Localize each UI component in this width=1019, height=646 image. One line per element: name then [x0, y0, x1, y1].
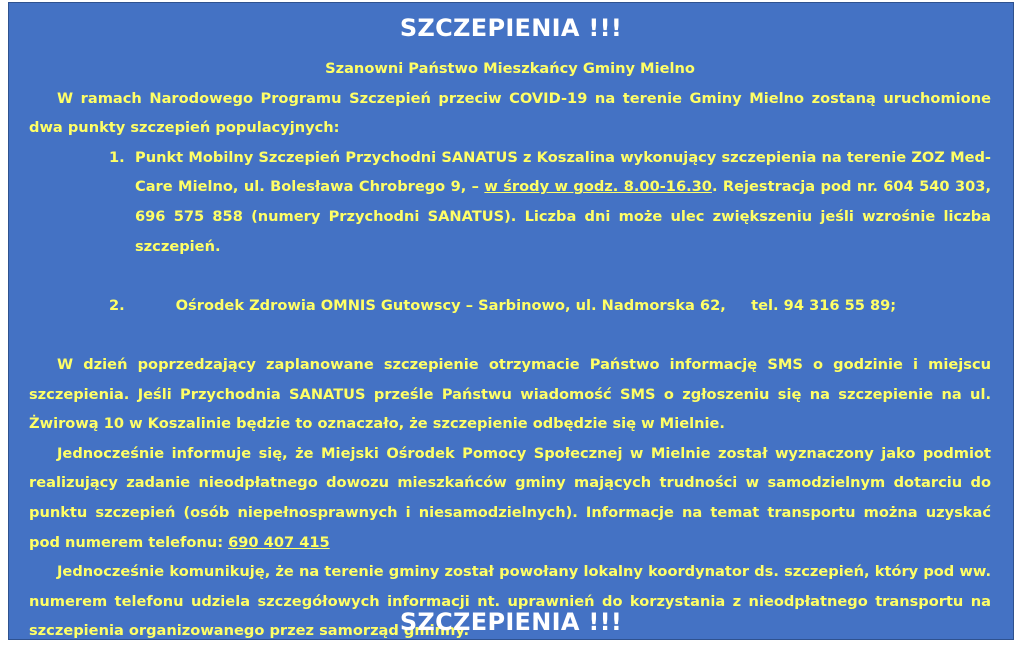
point-1-hours: w środy w godz. 8.00-16.30 [484, 178, 712, 196]
list-number: 1. [109, 148, 125, 166]
point-1-text: Punkt Mobilny Szczepień Przychodni SANATUS z Koszalina wykonujący szczepienia na terenie ZOZ Med-Care Mielno, ul. Bolesława Chrobrego 9, – [135, 148, 991, 196]
intro-paragraph: W ramach Narodowego Programu Szczepień przeciw COVID-19 na terenie Gminy Mielno zostaną uruchomione dwa punkty szczepień populacyjnych: [29, 89, 991, 137]
transport-paragraph [29, 439, 991, 557]
headline-top: SZCZEPIENIA !!! [399, 14, 623, 42]
point-2-text: Ośrodek Zdrowia OMNIS Gutowscy – Sarbinowo, ul. Nadmorska 62, tel. 94 316 55 89; [175, 296, 897, 314]
greeting: Szanowni Państwo Mieszkańcy Gminy Mielno [325, 60, 695, 77]
transport-phone-link[interactable]: 690 407 415 [228, 533, 330, 551]
sms-paragraph: W dzień poprzedzający zaplanowane szczepienie otrzymacie Państwo informację SMS o godzinie i miejscu szczepienia. Jeśli Przychodnia SANATUS prześle Państwu wiadomość SMS o zgłoszeniu się na szczepienie na ul. Żwirową 10 w Koszalinie będzie to oznaczało, że szczepienie odbędzie się w Mielnie. [29, 355, 991, 433]
point-1-text-end: . Rejestracja pod nr. 604 540 303, 696 575 858 (numery Przychodni SANATUS). Liczba dni może ulec zwiększeniu jeśli wzrośnie liczba szczepień. [135, 178, 991, 255]
coordinator-paragraph: Jednocześnie komunikuję, że na terenie gminy został powołany lokalny koordynator ds. szczepień, który pod ww. numerem telefonu udziela szczegółowych informacji nt. uprawnień do korzystania z nieodpłatnego transportu na szczepienia organizowanego przez samorząd gminny. [29, 563, 991, 640]
list-item [109, 261, 991, 350]
list-number: 2. [109, 296, 125, 314]
headline-bottom: SZCZEPIENIA !!! [399, 608, 623, 636]
vaccination-notice [8, 2, 1014, 640]
list-item [109, 143, 991, 261]
notice-body [29, 54, 991, 646]
vaccination-points-list [29, 143, 991, 350]
transport-text: Jednocześnie informuje się, że Miejski Ośrodek Pomocy Społecznej w Mielnie został wyznaczony jako podmiot realizujący zadanie nieodpłatnego dowozu mieszkańców gminy mających trudności w samodzielnym dotarciu do punktu szczepień (osób niepełnosprawnych i niesamodzielnych). Informacje na temat transportu można uzyskać pod numerem telefonu: [29, 444, 991, 551]
